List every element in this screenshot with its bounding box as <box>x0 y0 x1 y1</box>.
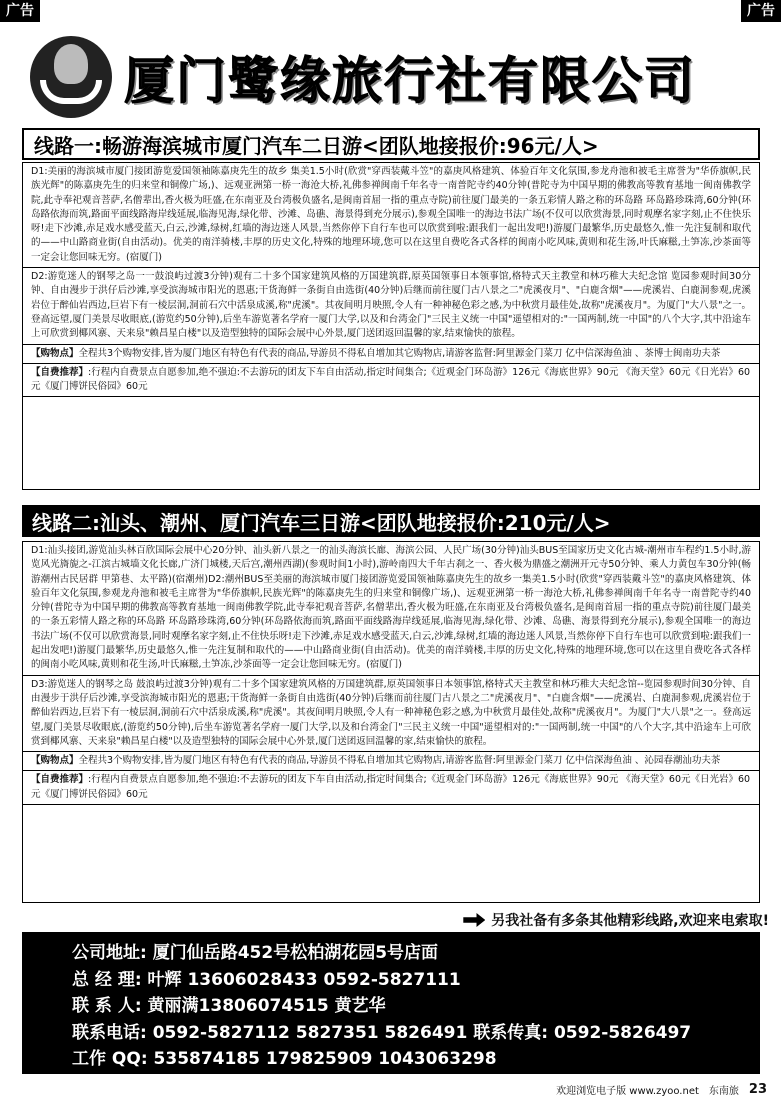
route1-optional-text: :行程内自费景点自愿参加,绝不强迫:不去游玩的团友下车自由活动,指定时间集合;《近观金门环岛游》126元《海底世界》90元 《海天堂》60元《日光岩》60元《厦门博饼民俗园》60元 <box>31 366 751 393</box>
route2-details <box>22 541 760 903</box>
contact-panel <box>22 932 760 1074</box>
route1-shopping <box>23 345 759 364</box>
company-name: 厦门鹭缘旅行社有限公司 <box>124 51 696 110</box>
route2-title-bar <box>22 505 760 537</box>
route2-shopping <box>23 752 759 771</box>
ad-tag-left: 广告 <box>0 0 40 22</box>
contact-person: 联 系 人: 黄丽满13806074515 黄艺华 <box>72 996 386 1016</box>
route2-optional <box>23 771 759 805</box>
route2-title: 线路二:汕头、潮州、厦门汽车三日游<团队地接报价:210元/人> <box>32 510 611 535</box>
company-logo-icon <box>30 36 112 118</box>
route2-optional-label: 【自费推荐】 <box>31 774 89 786</box>
ad-tag-right: 广告 <box>741 0 781 22</box>
route2-day3: D3:游览迷人的钢琴之岛 鼓浪屿过渡3分钟)观有二十多个国家建筑风格的万国建筑群,原英国领事日本领事馆,格特式天主教堂和林巧稚大夫纪念馆--览园参观时间30分钟、自由漫步于洪仔后沙滩,享受滨海城市阳光的恩惠;干货海鲜一条街自由选街(40分钟)后继而前往厦门古八景之二"虎溪夜月"、"白鹿含烟"——虎溪岩、白鹿洞参观,虎溪岩位于醉仙岩西边,巨岩下有一棱层洞,洞前石穴中活泉成溪,称"虎溪"。其夜间明月映照,令人有一种神秘色彩之感,为中秋赏月最佳处,故称"虎溪夜月"。为厦门"大八景"之一。登高远望,厦门美景尽收眼底,(游览约50分钟),后坐车游览著名学府一厦门大学,以及和台湾金门"三民主义统一中国"遥望相对的:"一国两制,统一中国"的八个大字,其中沿途车上可欣赏到椰风寨、天来泉"赖昌星白楼"以及造型独特的国际会展中心外景,厦门送团返回温馨的家,结束愉快的旅程。 <box>23 676 759 752</box>
route1-day2: D2:游览迷人的钢琴之岛一一鼓浪屿过渡3分钟)观有二十多个国家建筑风格的万国建筑群,原英国领事日本领事馆,格特式天主教堂和林巧稚大夫纪念馆 览园参观时间30分钟、自由漫步于洪仔后沙滩,享受滨海城市阳光的恩惠;干货海鲜一条街自由选街(40分钟)后继而前往厦门古八景之二"虎溪夜月"、"白鹿含烟"——虎溪岩、白鹿洞参观,虎溪岩位于醉仙岩西边,巨岩下有一棱层洞,洞前石穴中活泉成溪,称"虎溪"。其夜间明月映照,令人有一种神秘色彩之感,为中秋赏月最佳处,故称"虎溪夜月"。为厦门"大八景"之一。登高远望,厦门美景尽收眼底,(游览约50分钟),后坐车游览著名学府一厦门大学,以及和台湾金门"三民主义统一中国"遥望相对的:"一国两制,统一中国"的八个大字,其中沿途车上可欣赏到椰风寨、天来泉"赖昌星白楼"以及造型独特的国际会展中心外景,厦门送团返回温馨的家,结束愉快的旅程。 <box>23 268 759 344</box>
route1-details <box>22 162 760 490</box>
contact-manager: 总 经 理: 叶辉 13606028433 0592-5827111 <box>72 969 461 990</box>
footer-site: 欢迎浏览电子版 www.zyoo.net <box>556 1085 699 1097</box>
contact-phone: 联系电话: 0592-5827112 5827351 5826491 联系传真: 0592-5826497 <box>72 1022 692 1043</box>
route1-optional-label: 【自费推荐】 <box>31 366 89 378</box>
company-header <box>30 28 760 126</box>
page-footer <box>0 1078 781 1100</box>
footer-brand: 东南旅 <box>708 1085 739 1097</box>
route1-shopping-label: 【购物点】 <box>31 347 79 359</box>
more-routes-note <box>463 910 769 930</box>
route2-shopping-text: 全程共3个购物安排,皆为厦门地区有特色有代表的商品,导游员不得私自增加其它购物店,请游客监督:阿里源金门菜刀 亿中信深海鱼油 、沁园春潮汕功夫茶 <box>78 755 721 767</box>
contact-address: 公司地址: 厦门仙岳路452号松柏湖花园5号店面 <box>72 943 439 963</box>
page-number: 23 <box>748 1081 767 1097</box>
route2-shopping-label: 【购物点】 <box>31 755 79 767</box>
more-routes-text: 另我社备有多条其他精彩线路,欢迎来电索取! <box>491 913 769 929</box>
route1-shopping-text: 全程共3个购物安排,皆为厦门地区有特色有代表的商品,导游员不得私自增加其它购物店,请游客监督:阿里源金门菜刀 亿中信深海鱼油 、茶博士闽南功夫茶 <box>78 347 721 359</box>
contact-qq: 工作 QQ: 535874185 179825909 1043063298 <box>72 1049 497 1069</box>
route1-title-bar <box>22 128 760 160</box>
route2-day1-2: D1:汕头接团,游览汕头林百欣国际会展中心20分钟、汕头新八景之一的汕头海滨长廊、海滨公园、人民广场(30分钟)汕头BUS至国家历史文化古城-潮州市车程约1.5小时,游览风光旖旎之-江滨古城墙文化长廊,广济门城楼,天后宫,潮州西湖)(参观时间1小时),游岭南四大千年古刹之一、香火极为鼎盛之潮洲开元寺50分钟、乘人力黄包车30分钟(畅游潮州古民居群 甲第巷、太平路)(宿潮州)D2:潮州BUS至美丽的海滨城市厦门接团游览爱国领袖陈嘉庚先生的故乡一集美1.5小时(欣赏"穿西装戴斗笠"的嘉庚风格建筑、体验百年文化氛围,参观龙舟池和被毛主席誉为"华侨旗帜,民族光辉"的陈嘉庚先生的归来堂和铜像广场,)、远观亚洲第一桥一海沧大桥,礼佛参禅闽南千年名寺一南普陀寺约40分钟(普陀寺为中国早期的佛教高等教育基地一闽南佛教学院,此寺奉祀观音菩萨,名僧辈出,香火极为旺盛,在东南亚及台湾极负盛名,是闽南首屈一指的重点寺院)前往厦门最美的一条五彩情人路之称的环岛路 环岛路珍珠湾,60分钟(环岛路依海而筑,路面平面线路海岸线延展,临海见海,绿化带、沙滩、岛礁、海景得到充分展示),参观全国唯一的海边书法广场(不仅可以欣赏海景,同时观摩名家字刻,止不住快乐呀!走下沙滩,赤足戏水感受蓝天,白云,沙滩,绿树,红墙的海边迷人风景,当然你停下自行车也可以欣赏到啦:跟我们一起出发吧!)游厦门最繁华,历史最悠久,惟一先注复制和取代的——中山路商业街(自由活动)。优美的南洋骑楼,丰厚的历史文化,特殊的地理环境,您可以在这里自费吃各式各样的闽南小吃风味,黄则和花生汤,叶氏麻糍,土笋冻,沙茶面等一定会让您回味无穷。(宿厦门) <box>23 542 759 676</box>
route1-optional <box>23 364 759 398</box>
arrow-right-icon <box>463 913 485 927</box>
route1-day1: D1:美丽的海滨城市厦门接团游览爱国领袖陈嘉庚先生的故乡 集美1.5小时(欣赏"穿西装戴斗笠"的嘉庚风格建筑、体验百年文化氛围,参龙舟池和被毛主席誉为"华侨旗帜,民族光辉"的陈嘉庚先生的归来堂和铜像广场,)、远观亚洲第一桥一海沧大桥,礼佛参禅闽南千年名寺一南普陀寺约40分钟(普陀寺为中国早期的佛教高等教育基地一闽南佛教学院,此寺奉祀观音菩萨,名僧辈出,香火极为旺盛,在东南亚及台湾极负盛名,是闽南首屈一指的重点寺院)前往厦门最美的一条五彩情人路之称的环岛路 环岛路珍珠湾,60分钟(环岛路依海而筑,路面平面线路海岸线延展,临海见海,绿化带、沙滩、岛礁、海景得到充分展示),参观全国唯一的海边书法广场(不仅可以欣赏海景,同时观摩名家字刻,止不住快乐呀!走下沙滩,赤足戏水感受蓝天,白云,沙滩,绿树,红墙的海边迷人风景,当然你停下自行车也可以欣赏到啦:跟我们一起出发吧!)游厦门最繁华,历史最悠久,惟一先注复制和取代的——中山路商业街(自由活动)。优美的南洋骑楼,丰厚的历史文化,特殊的地理环境,您可以在这里自费吃各式各样的闽南小吃风味,黄则和花生汤,叶氏麻糍,土笋冻,沙茶面等一定会让您回味无穷。(宿厦门) <box>23 163 759 268</box>
route1-title: 线路一:畅游海滨城市厦门汽车二日游<团队地接报价:96元/人> <box>34 133 599 158</box>
route2-optional-text: :行程内自费景点自愿参加,绝不强迫:不去游玩的团友下车自由活动,指定时间集合;《近观金门环岛游》126元《海底世界》90元 《海天堂》60元《日光岩》60元《厦门博饼民俗园》60元 <box>31 774 751 800</box>
